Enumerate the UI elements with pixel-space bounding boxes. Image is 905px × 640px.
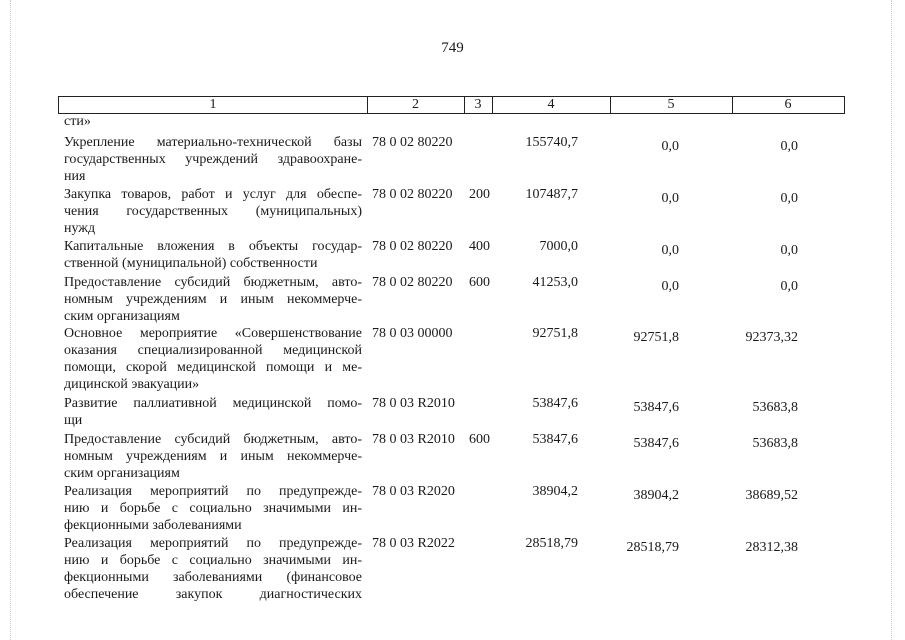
scan-edge-left bbox=[10, 0, 12, 640]
row-name bbox=[64, 238, 362, 272]
row-target-article: 78 0 02 80220 bbox=[372, 187, 453, 202]
row-name bbox=[64, 395, 362, 429]
row-value-col-6: 0,0 bbox=[780, 279, 798, 294]
row-name-line: щи bbox=[64, 413, 83, 428]
row-name-line: дицинской эвакуации» bbox=[64, 377, 200, 392]
row-value-col-6: 0,0 bbox=[780, 139, 798, 154]
row-name-line: чения государственных (муниципальных) bbox=[64, 204, 362, 219]
row-expense-type: 600 bbox=[469, 275, 490, 290]
row-value-col-6: 28312,38 bbox=[745, 540, 798, 555]
row-value-col-6: 53683,8 bbox=[752, 400, 798, 415]
row-value-col-5: 53847,6 bbox=[633, 436, 679, 451]
scan-edge-right bbox=[891, 0, 893, 640]
row-target-article: 78 0 03 R2022 bbox=[372, 536, 455, 551]
row-target-article: 78 0 03 00000 bbox=[372, 326, 453, 341]
page-number: 749 bbox=[441, 40, 464, 56]
row-value-col-5: 0,0 bbox=[661, 243, 679, 258]
row-name-line: ственной (муниципальной) собственности bbox=[64, 256, 318, 271]
row-name-line: нию и борьбе с социально значимыми ин- bbox=[64, 553, 362, 568]
row-name bbox=[64, 535, 362, 603]
row-expense-type: 600 bbox=[469, 432, 490, 447]
row-name-line: номным учреждениям и иным некоммерче- bbox=[64, 449, 362, 464]
row-value-col-5: 53847,6 bbox=[633, 400, 679, 415]
row-name-line: ским организациям bbox=[64, 466, 180, 481]
row-name-line: помощи, скорой медицинской помощи и ме- bbox=[64, 360, 362, 375]
row-name-line: Предоставление субсидий бюджетным, авто- bbox=[64, 275, 362, 290]
row-value-col-4: 28518,79 bbox=[525, 536, 578, 551]
row-name bbox=[64, 186, 362, 237]
row-target-article: 78 0 02 80220 bbox=[372, 239, 453, 254]
row-value-col-5: 92751,8 bbox=[633, 330, 679, 345]
row-name bbox=[64, 134, 362, 185]
row-target-article: 78 0 03 R2010 bbox=[372, 396, 455, 411]
row-name-line: государственных учреждений здравоохране- bbox=[64, 152, 362, 167]
row-value-col-6: 0,0 bbox=[780, 191, 798, 206]
row-target-article: 78 0 02 80220 bbox=[372, 275, 453, 290]
header-col-2: 2 bbox=[367, 97, 465, 113]
row-value-col-5: 28518,79 bbox=[626, 540, 679, 555]
row-name-line: Предоставление субсидий бюджетным, авто- bbox=[64, 432, 362, 447]
row-value-col-6: 53683,8 bbox=[752, 436, 798, 451]
row-name-line: оказания специализированной медицинской bbox=[64, 343, 362, 358]
row-target-article: 78 0 03 R2020 bbox=[372, 484, 455, 499]
header-col-6: 6 bbox=[784, 97, 792, 112]
row-name bbox=[64, 325, 362, 393]
row-value-col-6: 38689,52 bbox=[745, 488, 798, 503]
row-name-line: Закупка товаров, работ и услуг для обеспе- bbox=[64, 187, 362, 202]
row-expense-type: 400 bbox=[469, 239, 490, 254]
row-name-line: нию и борьбе с социально значимыми ин- bbox=[64, 501, 362, 516]
row-name-line: фекционными заболеваниями (финансовое bbox=[64, 570, 362, 585]
row-name-line: сти» bbox=[64, 114, 91, 129]
row-expense-type: 200 bbox=[469, 187, 490, 202]
row-name-line: Капитальные вложения в объекты государ- bbox=[64, 239, 362, 254]
row-value-col-5: 0,0 bbox=[661, 191, 679, 206]
row-value-col-4: 92751,8 bbox=[532, 326, 578, 341]
row-name bbox=[64, 483, 362, 534]
row-name-line: Развитие паллиативной медицинской помо- bbox=[64, 396, 362, 411]
row-name bbox=[64, 431, 362, 482]
row-target-article: 78 0 02 80220 bbox=[372, 135, 453, 150]
row-value-col-4: 53847,6 bbox=[532, 432, 578, 447]
row-name-line: ским организациям bbox=[64, 309, 180, 324]
row-value-col-4: 7000,0 bbox=[539, 239, 578, 254]
row-value-col-5: 0,0 bbox=[661, 279, 679, 294]
row-name bbox=[64, 113, 362, 130]
row-value-col-4: 155740,7 bbox=[525, 135, 578, 150]
header-col-5: 5 bbox=[610, 97, 733, 113]
row-name-line: Реализация мероприятий по предупрежде- bbox=[64, 536, 362, 551]
row-target-article: 78 0 03 R2010 bbox=[372, 432, 455, 447]
row-name-line: обеспечение закупок диагностических bbox=[64, 587, 362, 602]
row-name-line: нужд bbox=[64, 221, 96, 236]
header-col-4: 4 bbox=[492, 97, 611, 113]
row-name-line: ния bbox=[64, 169, 86, 184]
table-header-row bbox=[58, 96, 845, 114]
row-value-col-5: 38904,2 bbox=[633, 488, 679, 503]
row-value-col-4: 38904,2 bbox=[532, 484, 578, 499]
row-value-col-4: 53847,6 bbox=[532, 396, 578, 411]
row-name-line: номным учреждениям и иным некоммерче- bbox=[64, 292, 362, 307]
header-col-1: 1 bbox=[59, 97, 368, 113]
header-col-3: 3 bbox=[464, 97, 493, 113]
row-value-col-5: 0,0 bbox=[661, 139, 679, 154]
row-name bbox=[64, 274, 362, 325]
row-name-line: Основное мероприятие «Совершенствование bbox=[64, 326, 362, 341]
row-value-col-6: 92373,32 bbox=[745, 330, 798, 345]
row-value-col-4: 41253,0 bbox=[532, 275, 578, 290]
row-name-line: Реализация мероприятий по предупрежде- bbox=[64, 484, 362, 499]
row-value-col-4: 107487,7 bbox=[525, 187, 578, 202]
row-name-line: фекционными заболеваниями bbox=[64, 518, 242, 533]
row-name-line: Укрепление материально-технической базы bbox=[64, 135, 362, 150]
row-value-col-6: 0,0 bbox=[780, 243, 798, 258]
